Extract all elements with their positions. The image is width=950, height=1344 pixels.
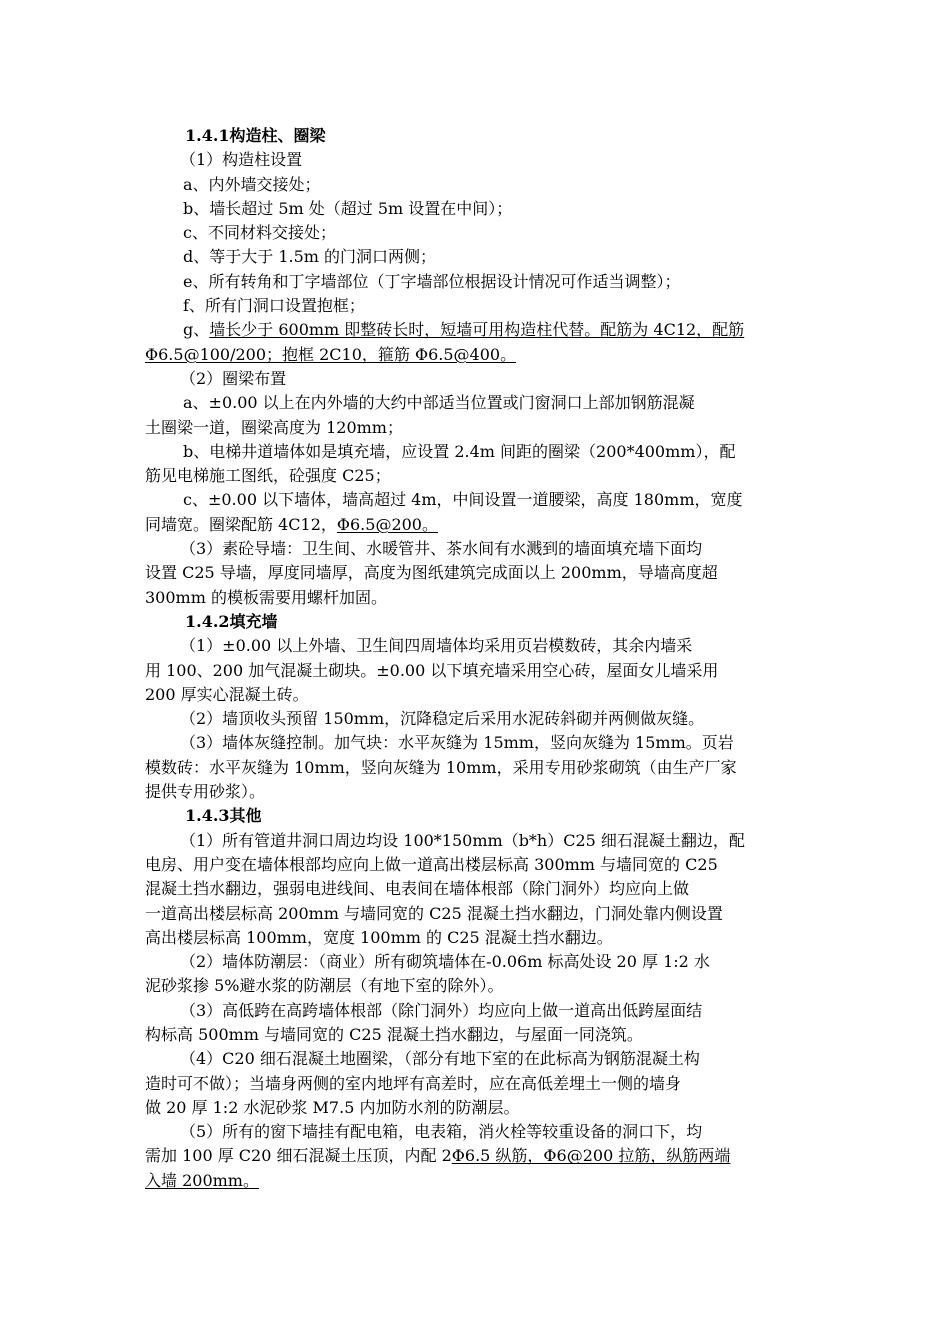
section-heading-1-4-3: 1.4.3其他 <box>185 806 262 826</box>
guide-wall-line3: 300mm 的模板需要用螺杆加固。 <box>145 587 387 607</box>
infill-p3-line3: 提供专用砂浆）。 <box>145 782 266 802</box>
ring-beam-b-line2: 筋见电梯施工图纸，砼强度 C25； <box>145 466 391 486</box>
infill-p2: （2）墙顶收头预留 150mm，沉降稳定后采用水泥砖斜砌并两侧做灰缝。 <box>180 709 705 729</box>
list-item-c: c、不同材料交接处； <box>183 223 336 243</box>
other-p1-line1: （1）所有管道井洞口周边均设 100*150mm（b*h）C25 细石混凝土翻边，配 <box>180 830 745 850</box>
other-p1-line2: 电房、用户变在墙体根部均应向上做一道高出楼层标高 300mm 与墙同宽的 C25 <box>145 854 718 874</box>
list-item-a: a、内外墙交接处； <box>183 174 321 194</box>
infill-p1-line2: 用 100、200 加气混凝土砌块。±0.00 以下填充墙采用空心砖，屋面女儿墙采用 <box>145 660 719 680</box>
guide-wall-line1: （3）素砼导墙：卫生间、水暖管井、茶水间有水溅到的墙面填充墙下面均 <box>180 539 703 559</box>
ring-beam-c-line1: c、±0.00 以下墙体，墙高超过 4m，中间设置一道腰梁，高度 180mm，宽度 <box>183 490 743 510</box>
list-item-g-line2 <box>145 343 810 367</box>
ring-beam-a-line2: 土圈梁一道，圈梁高度为 120mm； <box>145 417 403 437</box>
list-item-f: f、所有门洞口设置抱框； <box>183 296 365 316</box>
other-p5-line3-underlined: 入墙 200mm。 <box>145 1170 259 1190</box>
list-item-g-line1 <box>145 318 810 342</box>
list-item-d: d、等于大于 1.5m 的门洞口两侧； <box>183 247 437 267</box>
other-p5-line1: （5）所有的窗下墙挂有配电箱，电表箱，消火栓等较重设备的洞口下，均 <box>180 1122 703 1142</box>
infill-p1-line1: （1）±0.00 以上外墙、卫生间四周墙体均采用页岩模数砖，其余内墙采 <box>180 636 693 656</box>
list-item-g-text2: Φ6.5@100/200；抱框 2C10，箍筋 Φ6.5@400。 <box>145 344 517 364</box>
document-page <box>145 124 810 1193</box>
other-p4-line1: （4）C20 细石混凝土地圈梁，（部分有地下室的在此标高为钢筋混凝土构 <box>180 1049 700 1069</box>
ring-beam-b-line1: b、电梯井道墙体如是填充墙，应设置 2.4m 间距的圈梁（200*400mm），配 <box>183 441 736 461</box>
list-item-g-text1: 墙长少于 600mm 即整砖长时，短墙可用构造柱代替。配筋为 4C12，配筋 <box>209 320 745 340</box>
subsection-title-ring-beam: （2）圈梁布置 <box>180 368 287 388</box>
other-p5-line3 <box>145 1169 810 1193</box>
ring-beam-a-line1: a、±0.00 以上在内外墙的大约中部适当位置或门窗洞口上部加钢筋混凝 <box>183 393 695 413</box>
ring-beam-c-line2 <box>145 513 810 537</box>
other-p4-line2: 造时可不做）；当墙身两侧的室内地坪有高差时，应在高低差埋土一侧的墙身 <box>145 1073 682 1093</box>
other-p2-line2: 泥砂浆掺 5%避水浆的防潮层（有地下室的除外）。 <box>145 976 504 996</box>
infill-p3-line1: （3）墙体灰缝控制。加气块：水平灰缝为 15mm，竖向灰缝为 15mm。页岩 <box>180 733 734 753</box>
other-p1-line5: 高出楼层标高 100mm，宽度 100mm 的 C25 混凝土挡水翻边。 <box>145 927 613 947</box>
guide-wall-line2: 设置 C25 导墙，厚度同墙厚，高度为图纸建筑完成面以上 200mm，导墙高度超 <box>145 563 718 583</box>
infill-p1-line3: 200 厚实心混凝土砖。 <box>145 684 309 704</box>
section-heading-1-4-2: 1.4.2填充墙 <box>185 611 278 631</box>
subsection-title-columns: （1）构造柱设置 <box>180 150 303 170</box>
other-p5-line2 <box>145 1144 810 1168</box>
other-p5-line2-underlined: Φ6.5 纵筋，Φ6@200 拉筋，纵筋两端 <box>451 1146 731 1166</box>
list-item-e: e、所有转角和丁字墙部位（丁字墙部位根据设计情况可作适当调整）； <box>183 271 681 291</box>
other-p1-line4: 一道高出楼层标高 200mm 与墙同宽的 C25 混凝土挡水翻边，门洞处靠内侧设置 <box>145 903 723 923</box>
other-p5-line2-plain: 需加 100 厚 C20 细石混凝土压顶，内配 2 <box>145 1146 452 1166</box>
other-p3-line1: （3）高低跨在高跨墙体根部（除门洞外）均应向上做一道高出低跨屋面结 <box>180 1000 703 1020</box>
other-p2-line1: （2）墙体防潮层：（商业）所有砌筑墙体在-0.06m 标高处设 20 厚 1:2 水 <box>180 952 710 972</box>
other-p3-line2: 构标高 500mm 与墙同宽的 C25 混凝土挡水翻边，与屋面一同浇筑。 <box>145 1024 643 1044</box>
ring-beam-c-plain: 同墙宽。圈梁配筋 4C12， <box>145 514 337 534</box>
list-item-g-prefix: g、 <box>183 320 210 340</box>
ring-beam-c-underlined: Φ6.5@200。 <box>336 514 438 534</box>
other-p4-line3: 做 20 厚 1:2 水泥砂浆 M7.5 内加防水剂的防潮层。 <box>145 1097 520 1117</box>
section-heading-1-4-1: 1.4.1构造柱、圈梁 <box>185 126 326 145</box>
other-p1-line3: 混凝土挡水翻边，强弱电进线间、电表间在墙体根部（除门洞外）均应向上做 <box>145 879 690 899</box>
infill-p3-line2: 模数砖：水平灰缝为 10mm，竖向灰缝为 10mm，采用专用砂浆砌筑（由生产厂家 <box>145 757 737 777</box>
list-item-b: b、墙长超过 5m 处（超过 5m 设置在中间）； <box>183 198 513 218</box>
